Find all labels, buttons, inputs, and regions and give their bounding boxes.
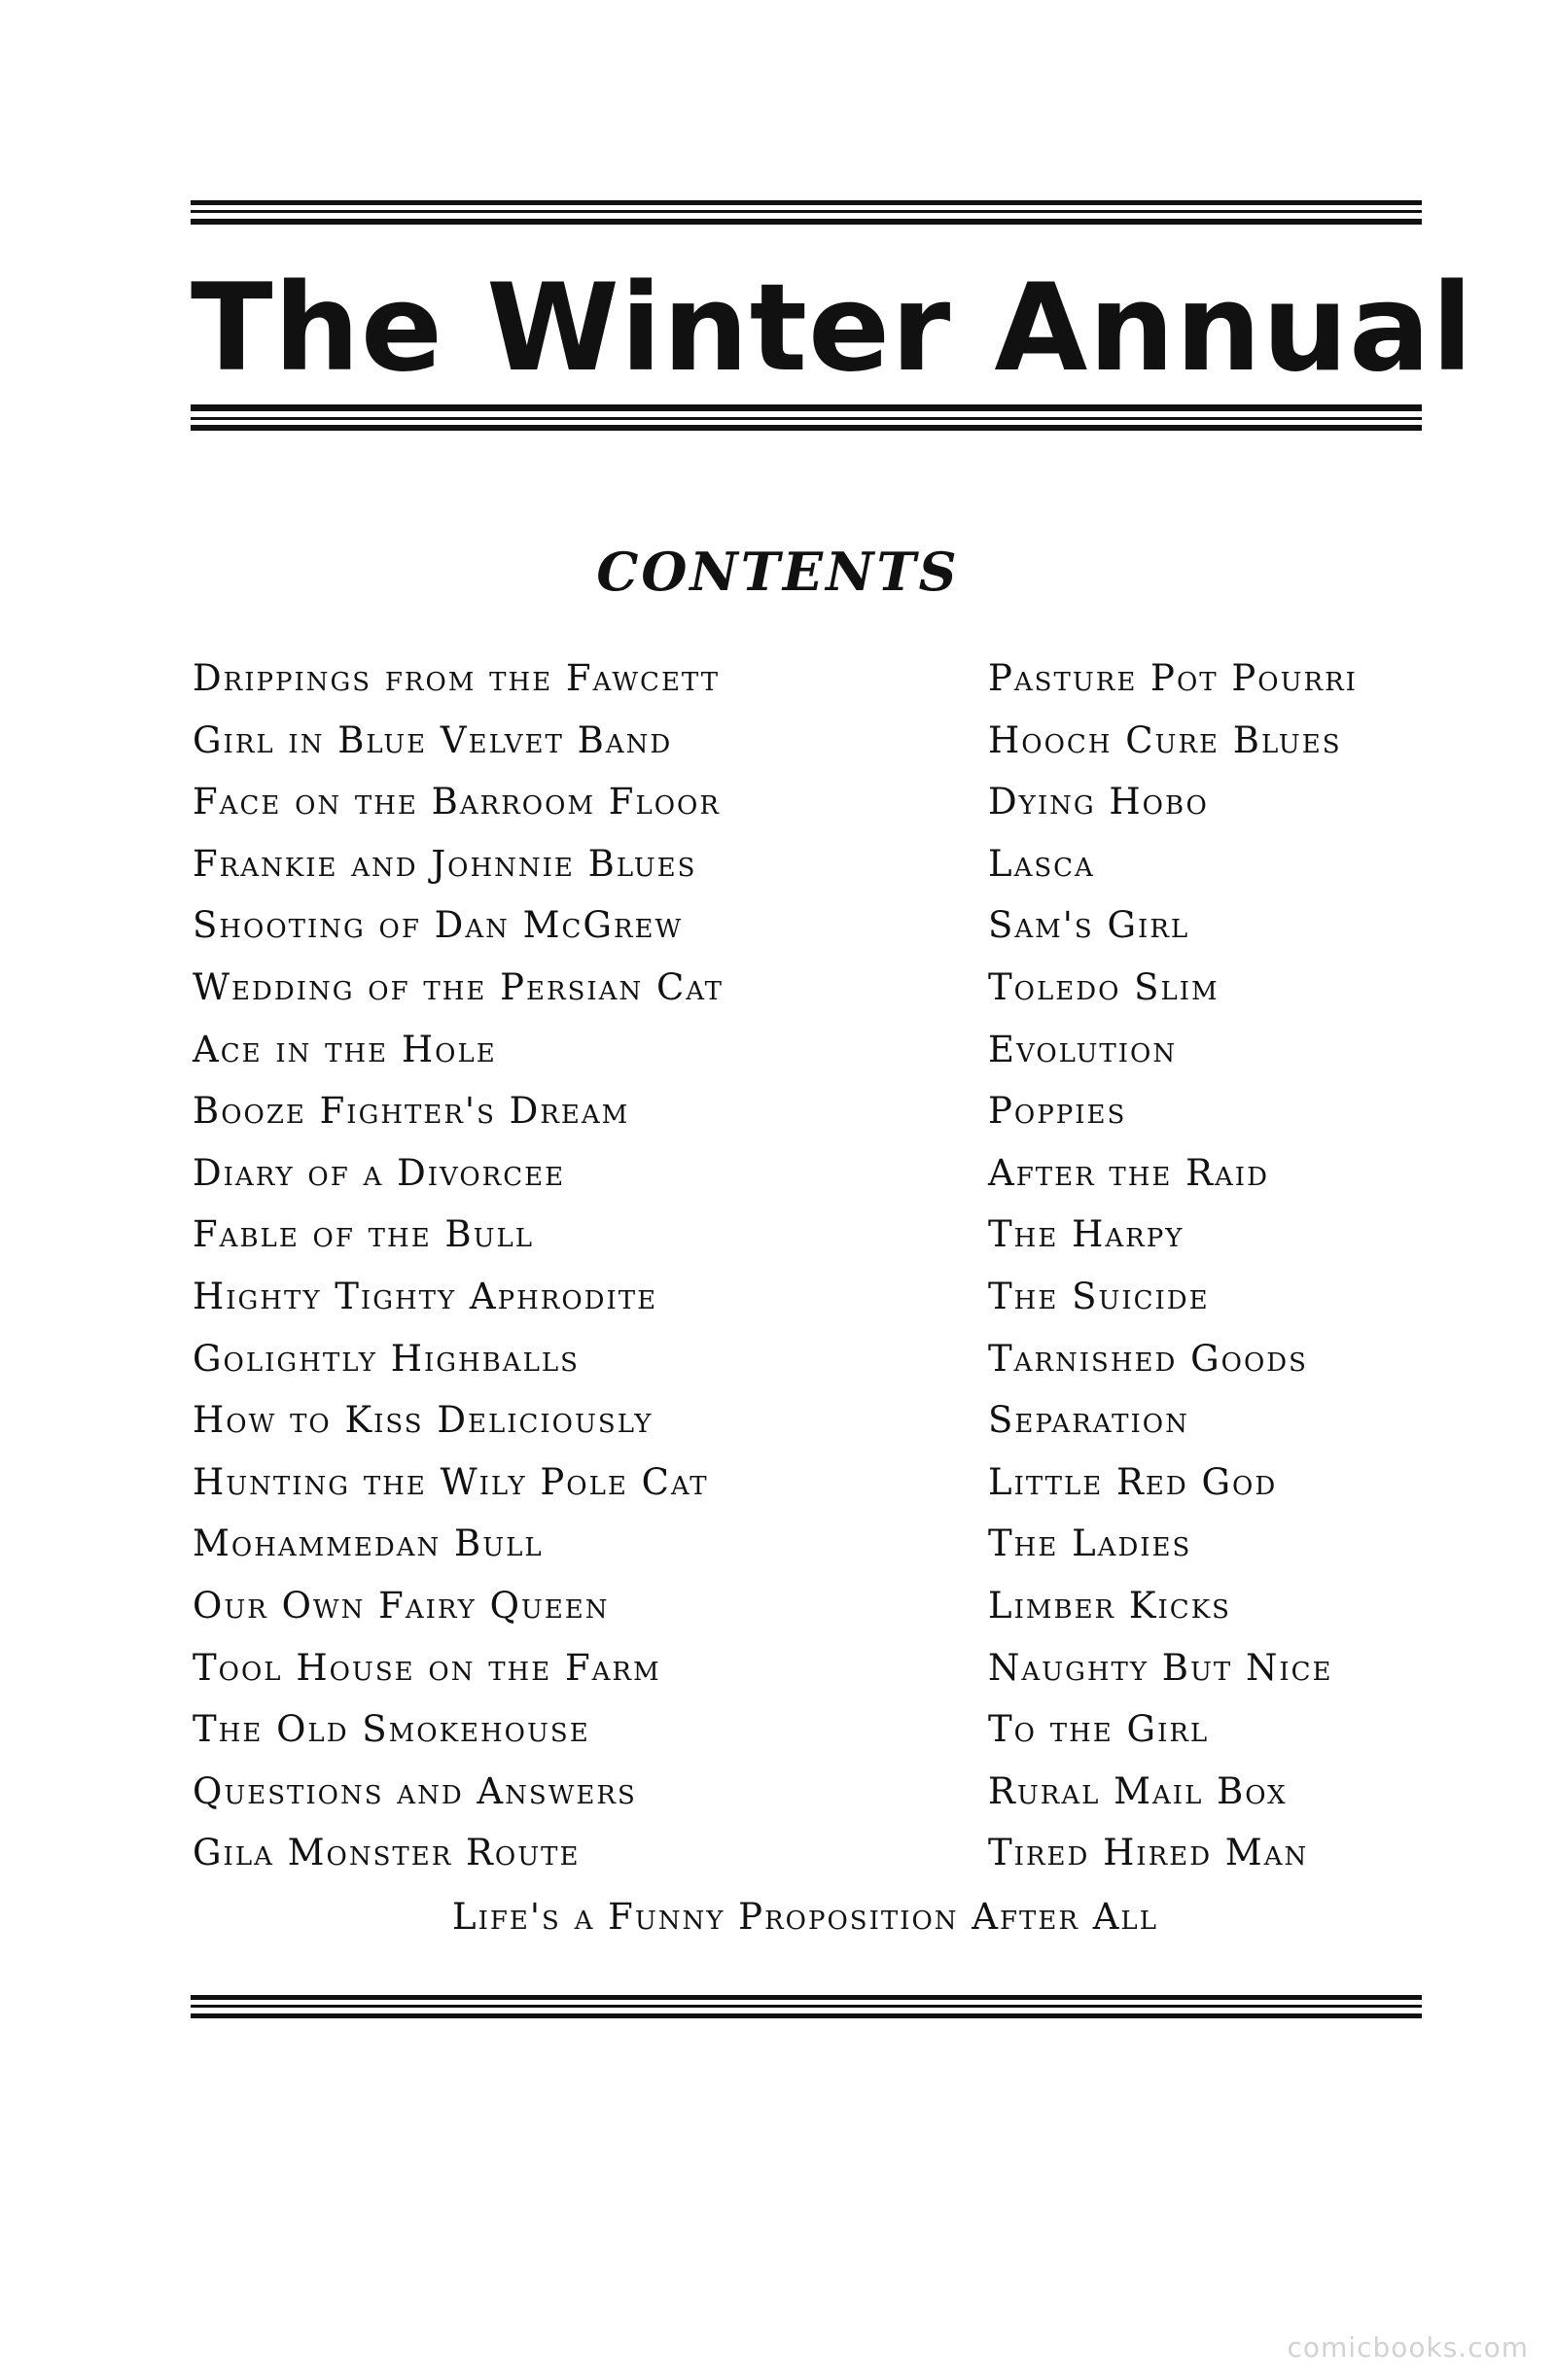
contents-item: Tarnished Goods xyxy=(988,1337,1308,1380)
contents-item: Tired Hired Man xyxy=(988,1832,1309,1874)
contents-item: Sam's Girl xyxy=(988,904,1190,947)
contents-item: The Old Smokehouse xyxy=(193,1708,590,1751)
contents-right-column xyxy=(988,648,1474,1884)
contents-item: Dying Hobo xyxy=(988,781,1209,823)
contents-item: Tool House on the Farm xyxy=(193,1646,661,1689)
contents-item: The Suicide xyxy=(988,1275,1210,1317)
closing-line: Life's a Funny Proposition After All xyxy=(452,1896,1158,1938)
contents-item: Hooch Cure Blues xyxy=(988,718,1342,761)
contents-item: Booze Fighter's Dream xyxy=(193,1090,630,1133)
contents-item: The Ladies xyxy=(988,1522,1192,1565)
contents-item: Separation xyxy=(988,1399,1189,1442)
contents-item: Rural Mail Box xyxy=(988,1769,1288,1812)
contents-item: Girl in Blue Velvet Band xyxy=(193,718,673,761)
contents-item: How to Kiss Deliciously xyxy=(193,1399,654,1442)
contents-item: Drippings from the Fawcett xyxy=(193,657,721,699)
contents-item: Little Red God xyxy=(988,1460,1278,1503)
page-title: The Winter Annual xyxy=(191,259,1474,399)
contents-item: The Harpy xyxy=(988,1213,1185,1256)
contents-item: Pasture Pot Pourri xyxy=(988,657,1358,699)
contents-item: Ace in the Hole xyxy=(193,1028,497,1070)
contents-item: Golightly Highballs xyxy=(193,1337,580,1380)
contents-item: Diary of a Divorcee xyxy=(193,1151,566,1194)
contents-item: Shooting of Dan McGrew xyxy=(193,904,684,947)
contents-item: Naughty But Nice xyxy=(988,1646,1333,1689)
contents-item: Frankie and Johnnie Blues xyxy=(193,842,697,885)
contents-item: Hunting the Wily Pole Cat xyxy=(193,1460,709,1503)
title-rule xyxy=(191,404,1422,434)
contents-item: To the Girl xyxy=(988,1708,1210,1751)
top-rule xyxy=(191,200,1422,228)
contents-left-column xyxy=(193,648,932,1884)
contents-item: After the Raid xyxy=(988,1151,1269,1194)
contents-item: Fable of the Bull xyxy=(193,1213,535,1256)
contents-item: Highty Tighty Aphrodite xyxy=(193,1275,658,1317)
contents-item: Mohammedan Bull xyxy=(193,1522,544,1565)
contents-item: Evolution xyxy=(988,1028,1178,1070)
contents-item: Questions and Answers xyxy=(193,1769,637,1812)
contents-heading: CONTENTS xyxy=(596,541,960,603)
contents-item: Face on the Barroom Floor xyxy=(193,781,721,823)
watermark-text: comicbooks.com xyxy=(1287,2331,1529,2363)
contents-item: Toledo Slim xyxy=(988,965,1220,1008)
contents-item: Wedding of the Persian Cat xyxy=(193,965,724,1008)
contents-item: Limber Kicks xyxy=(988,1584,1231,1627)
bottom-rule xyxy=(191,1995,1422,2022)
contents-item: Poppies xyxy=(988,1090,1127,1133)
contents-item: Lasca xyxy=(988,842,1095,885)
contents-item: Our Own Fairy Queen xyxy=(193,1584,610,1627)
contents-item: Gila Monster Route xyxy=(193,1832,581,1874)
